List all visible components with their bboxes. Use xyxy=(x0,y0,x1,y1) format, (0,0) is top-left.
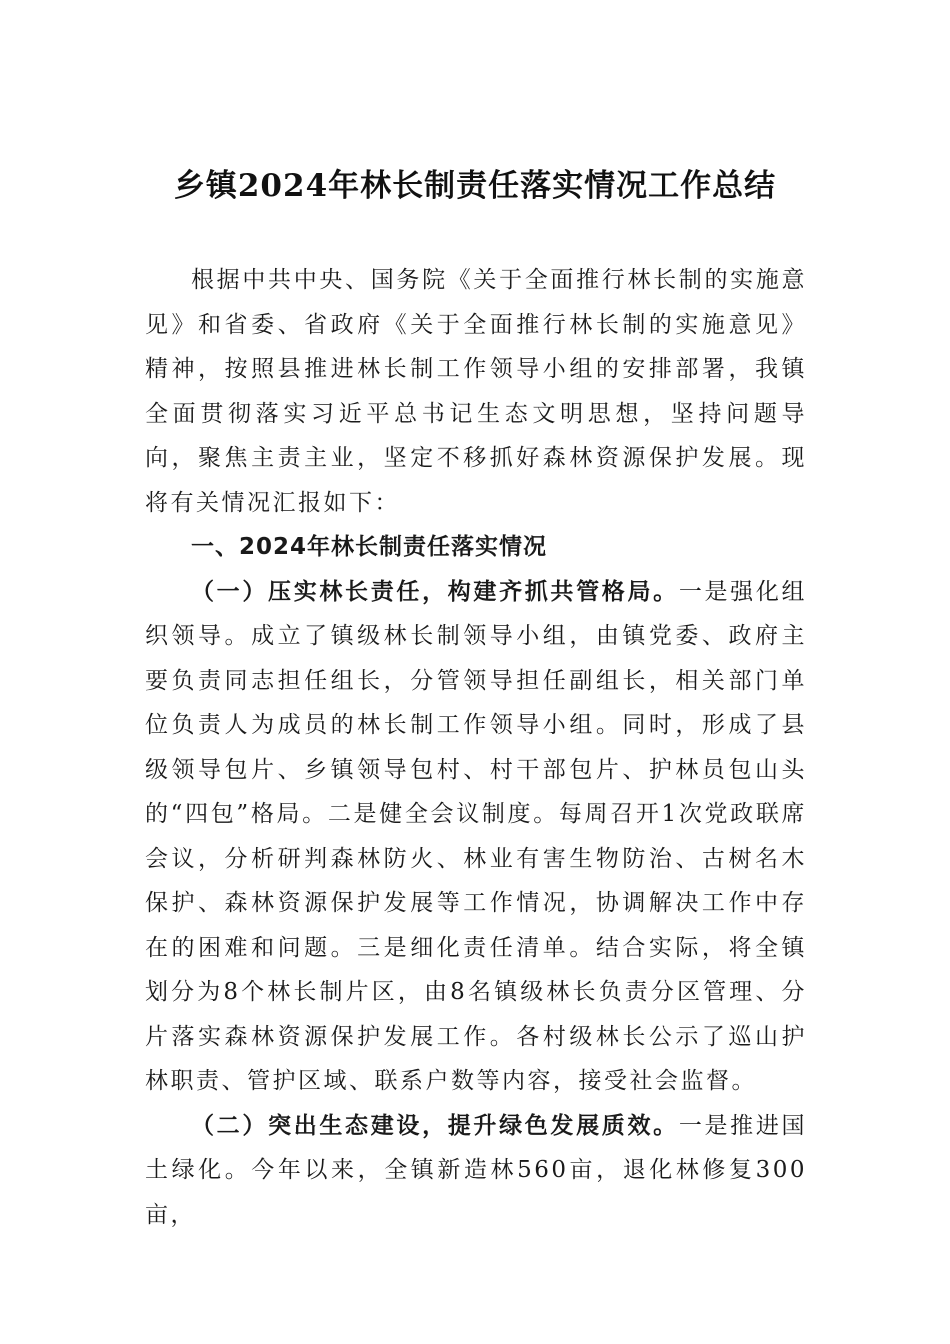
section-heading-1: 一、2024年林长制责任落实情况 xyxy=(191,534,548,560)
intro-paragraph: 根据中共中央、国务院《关于全面推行林长制的实施意见》和省委、省政府《关于全面推行林长制的实施意见》精神，按照县推进林长制工作领导小组的安排部署，我镇全面贯彻落实习近平总书记生态文明思想，坚持问题导向，聚焦主责主业，坚定不移抓好森林资源保护发展。现将有关情况汇报如下： xyxy=(145,267,807,516)
subsection-lead-2: （二）突出生态建设，提升绿色发展质效。 xyxy=(191,1111,679,1139)
subsection-text-2: 一是推进国土绿化。今年以来，全镇新造林560亩，退化林修复300亩， xyxy=(145,1112,808,1228)
document-body xyxy=(145,258,807,1237)
subsection-paragraph-1 xyxy=(145,570,807,1104)
subsection-paragraph-2 xyxy=(145,1104,807,1238)
subsection-lead-1: （一）压实林长责任，构建齐抓共管格局。 xyxy=(191,577,679,605)
subsection-text-1: 一是强化组织领导。成立了镇级林长制领导小组，由镇党委、政府主要负责同志担任组长，分管领导担任副组长，相关部门单位负责人为成员的林长制工作领导小组。同时，形成了县级领导包片、乡镇领导包村、村干部包片、护林员包山头的“四包”格局。二是健全会议制度。每周召开1次党政联席会议，分析研判森林防火、林业有害生物防治、古树名木保护、森林资源保护发展等工作情况，协调解决工作中存在的困难和问题。三是细化责任清单。结合实际，将全镇划分为8个林长制片区，由8名镇级林长负责分区管理、分片落实森林资源保护发展工作。各村级林长公示了巡山护林职责、管护区域、联系户数等内容，接受社会监督。 xyxy=(145,578,808,1094)
document-title: 乡镇2024年林长制责任落实情况工作总结 xyxy=(173,168,777,204)
